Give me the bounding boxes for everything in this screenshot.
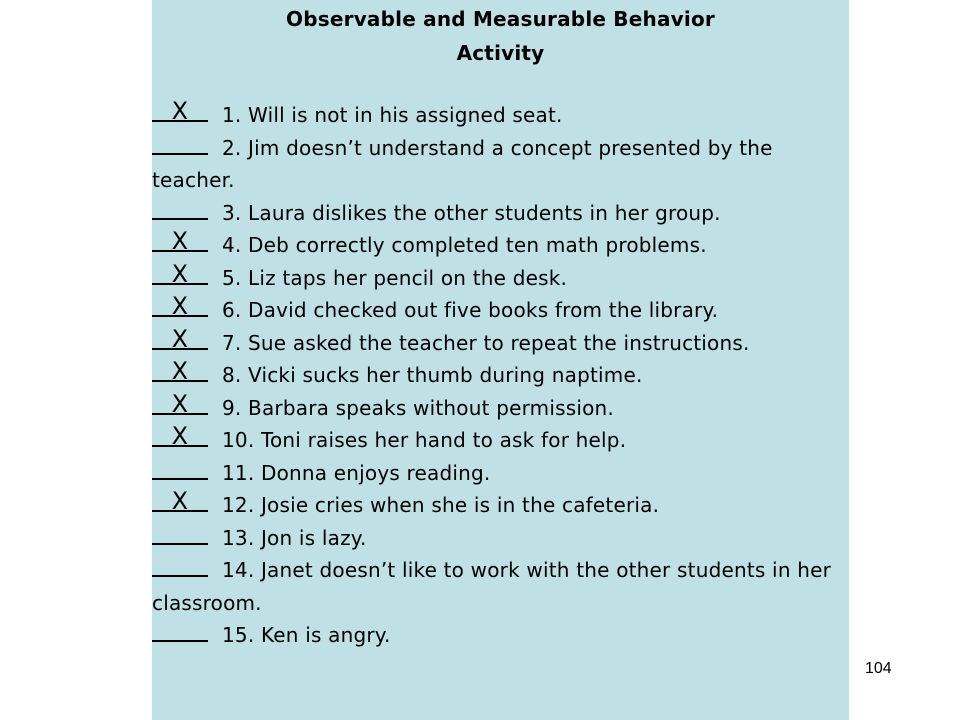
item-text: 9. Barbara speaks without permission. bbox=[222, 395, 614, 420]
answer-blank bbox=[152, 292, 208, 321]
list-item bbox=[152, 522, 849, 555]
answer-mark: X bbox=[171, 97, 189, 125]
answer-blank bbox=[152, 555, 208, 581]
blank-line bbox=[152, 543, 208, 545]
answer-mark: X bbox=[171, 487, 189, 515]
blank-line bbox=[152, 640, 208, 642]
item-text: 13. Jon is lazy. bbox=[222, 525, 367, 550]
answer-blank bbox=[152, 487, 208, 516]
list-item bbox=[152, 324, 849, 360]
blank-line bbox=[152, 478, 208, 480]
item-text: 14. Janet doesn’t like to work with the other students in her classroom. bbox=[152, 558, 832, 615]
answer-mark: X bbox=[171, 292, 189, 320]
item-text: 6. David checked out five books from the library. bbox=[222, 298, 719, 322]
item-text: 7. Sue asked the teacher to repeat the instructions. bbox=[222, 330, 750, 355]
answer-blank bbox=[152, 259, 208, 289]
answer-mark: X bbox=[171, 324, 189, 353]
blank-line bbox=[152, 218, 208, 220]
list-item bbox=[152, 619, 849, 652]
item-text: 1. Will is not in his assigned seat. bbox=[222, 103, 563, 127]
activity-panel bbox=[152, 0, 849, 720]
list-item bbox=[152, 229, 849, 262]
list-item bbox=[152, 99, 849, 132]
page-title: Observable and Measurable Behavior bbox=[286, 7, 715, 31]
behavior-list bbox=[152, 99, 849, 652]
item-text: 2. Jim doesn’t understand a concept presented by the teacher. bbox=[152, 135, 773, 192]
answer-mark: X bbox=[171, 389, 189, 418]
blank-line bbox=[152, 575, 208, 577]
answer-blank bbox=[152, 133, 208, 159]
answer-blank bbox=[152, 97, 208, 126]
list-item bbox=[152, 294, 849, 327]
answer-blank bbox=[152, 523, 208, 549]
answer-mark: X bbox=[171, 422, 189, 450]
answer-blank bbox=[152, 620, 208, 646]
list-item bbox=[152, 424, 849, 457]
list-item bbox=[152, 457, 849, 490]
list-item bbox=[152, 489, 849, 522]
answer-mark: X bbox=[171, 259, 189, 288]
list-item bbox=[152, 259, 849, 295]
item-text: 3. Laura dislikes the other students in her group. bbox=[222, 200, 721, 225]
item-text: 15. Ken is angry. bbox=[222, 623, 391, 647]
answer-blank bbox=[152, 227, 208, 256]
answer-blank bbox=[152, 458, 208, 484]
blank-line bbox=[152, 153, 208, 155]
list-item bbox=[152, 197, 849, 230]
list-item bbox=[152, 554, 849, 619]
answer-blank bbox=[152, 422, 208, 451]
answer-blank bbox=[152, 324, 208, 354]
answer-blank bbox=[152, 198, 208, 224]
list-item bbox=[152, 389, 849, 425]
item-text: 4. Deb correctly completed ten math problems. bbox=[222, 233, 707, 257]
answer-blank bbox=[152, 389, 208, 419]
list-item bbox=[152, 359, 849, 392]
item-text: 11. Donna enjoys reading. bbox=[222, 460, 491, 485]
page-number: 104 bbox=[865, 660, 892, 677]
answer-mark: X bbox=[171, 227, 189, 255]
item-text: 12. Josie cries when she is in the cafeteria. bbox=[222, 493, 660, 517]
item-text: 10. Toni raises her hand to ask for help. bbox=[222, 428, 627, 452]
item-text: 8. Vicki sucks her thumb during naptime. bbox=[222, 363, 643, 387]
page-subtitle: Activity bbox=[456, 41, 545, 65]
list-item bbox=[152, 132, 849, 197]
answer-mark: X bbox=[171, 357, 189, 385]
item-text: 5. Liz taps her pencil on the desk. bbox=[222, 265, 568, 290]
answer-blank bbox=[152, 357, 208, 386]
